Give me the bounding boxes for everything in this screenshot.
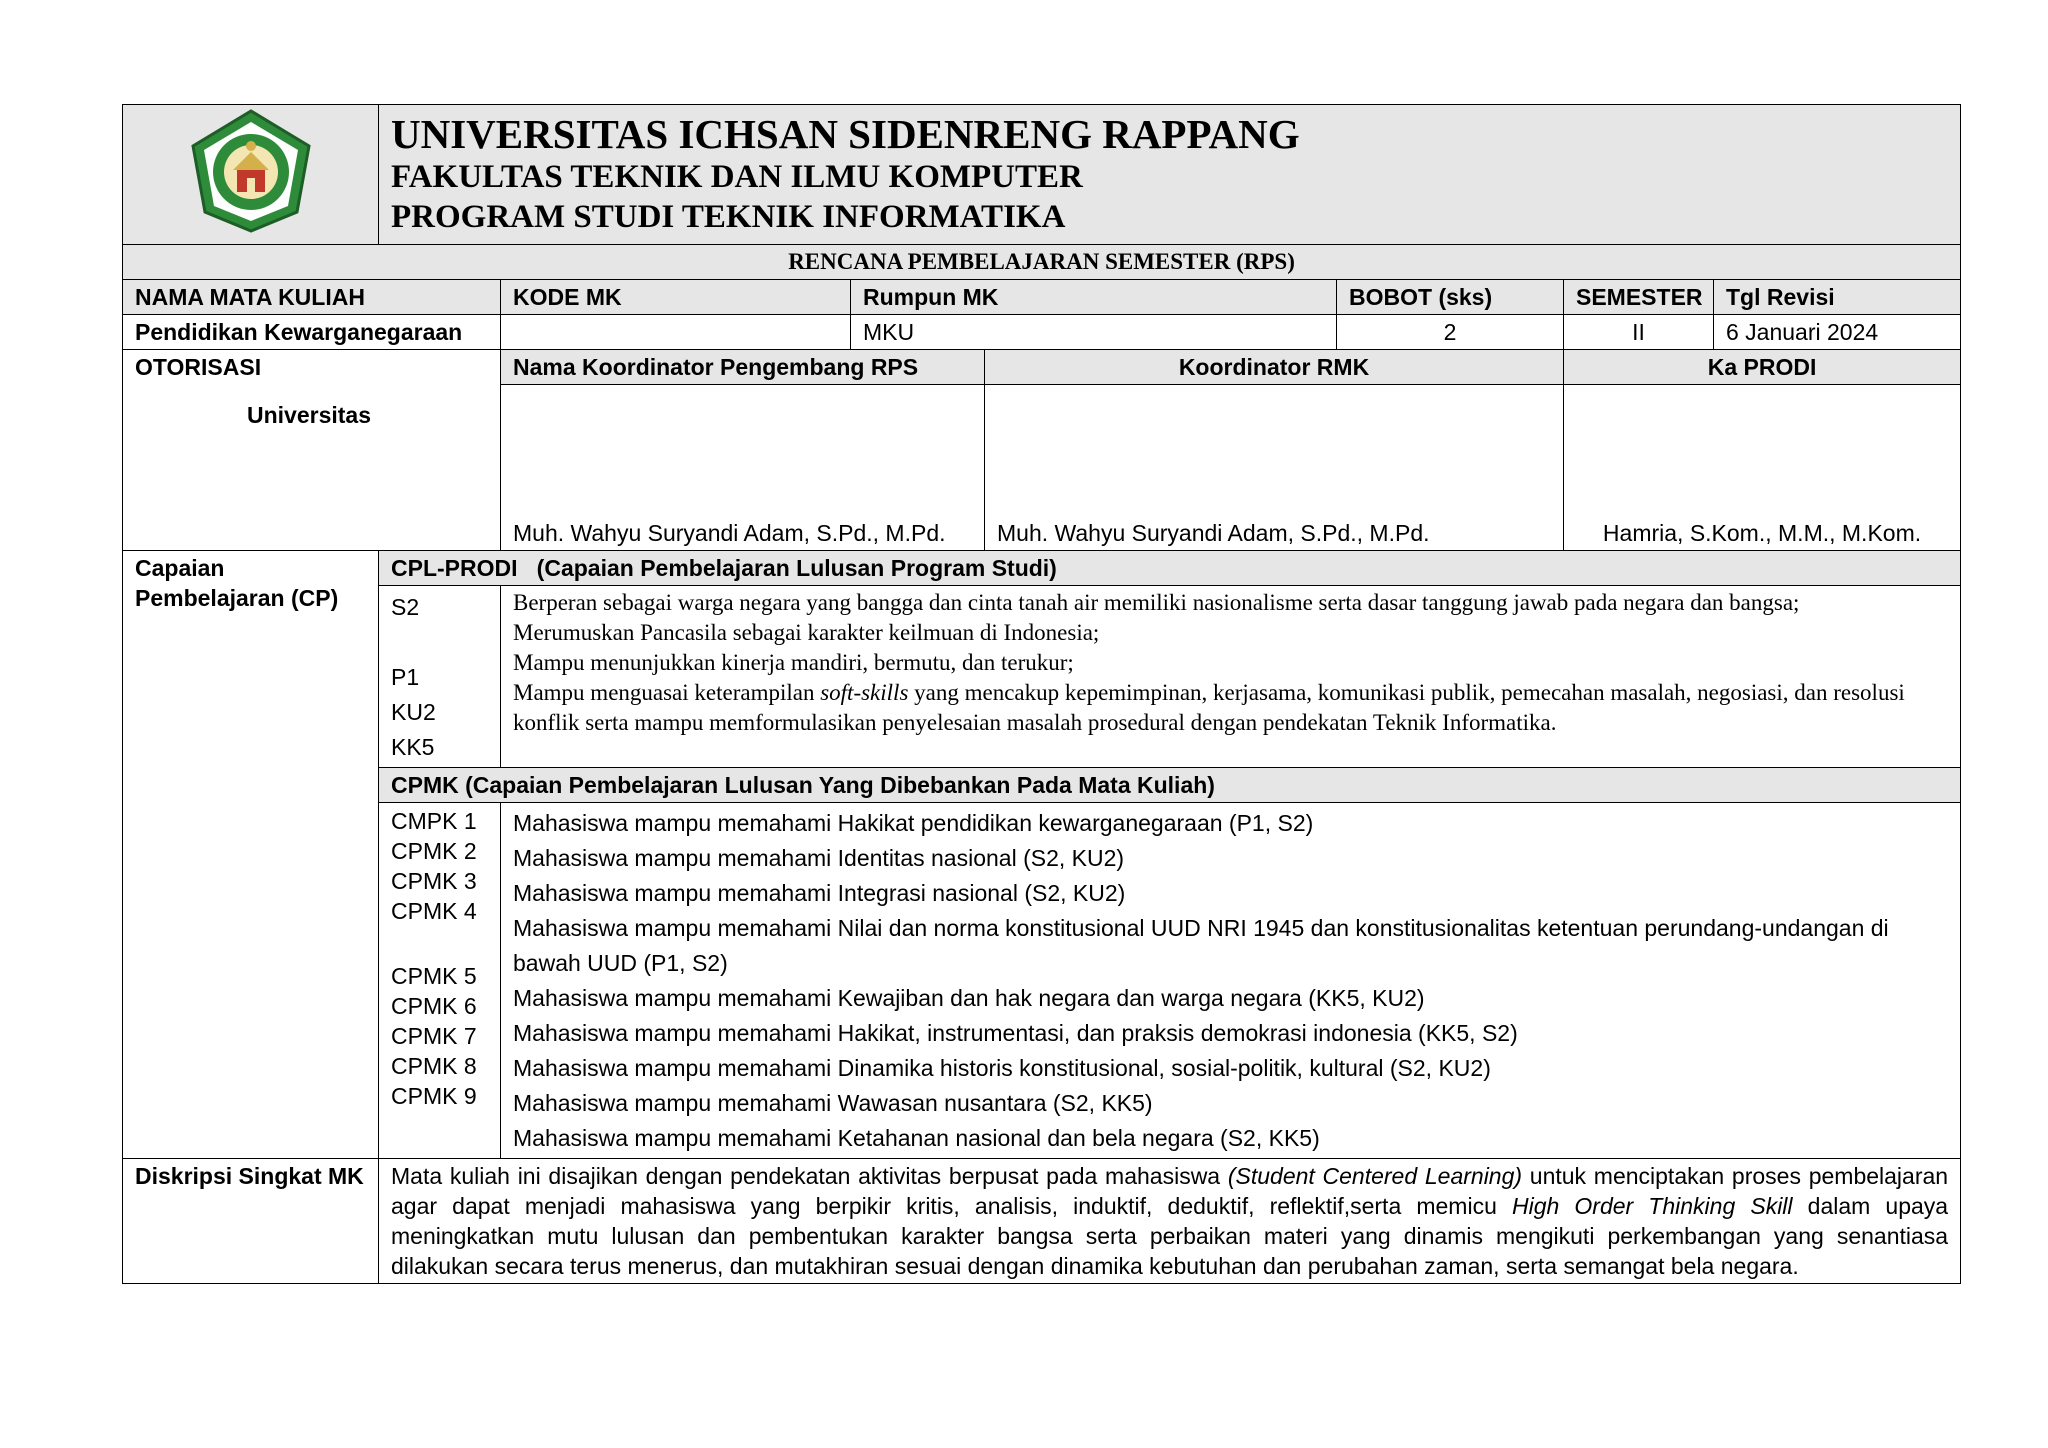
cpmk-code-8: CPMK 8 [391,1053,477,1079]
authorization-sub-label: Universitas [247,402,372,428]
rmk-signature-name: Muh. Wahyu Suryandi Adam, S.Pd., M.Pd. [985,385,1564,551]
course-cluster-value: MKU [851,315,1337,350]
university-title-cell [379,105,1961,245]
course-name-header: NAMA MATA KULIAH [123,280,501,315]
doc-title: RENCANA PEMBELAJARAN SEMESTER (RPS) [123,245,1961,280]
cpl-text-p1: Merumuskan Pancasila sebagai karakter keilmuan di Indonesia; [513,620,1100,645]
cpmk-code-5: CPMK 5 [391,963,477,989]
cpmk-text-1: Mahasiswa mampu memahami Hakikat pendidikan kewarganegaraan (P1, S2) [513,810,1314,836]
cpmk-header: CPMK (Capaian Pembelajaran Lulusan Yang Dibebankan Pada Mata Kuliah) [379,768,1961,803]
cpmk-text-cell [501,803,1961,1159]
course-semester-header: SEMESTER [1564,280,1714,315]
developer-column-header: Nama Koordinator Pengembang RPS [501,350,985,385]
cpmk-text-9: Mahasiswa mampu memahami Ketahanan nasional dan bela negara (S2, KK5) [513,1125,1320,1151]
course-code-header: KODE MK [501,280,851,315]
cp-label-line1: Capaian [135,555,225,581]
course-cluster-header: Rumpun MK [851,280,1337,315]
cpl-text-kk5-emphasis: soft-skills [820,680,909,705]
cpmk-code-9: CPMK 9 [391,1083,477,1109]
cpl-text-ku2: Mampu menunjukkan kinerja mandiri, bermutu, dan terukur; [513,650,1074,675]
course-name-value: Pendidikan Kewarganegaraan [123,315,501,350]
cpmk-code-6: CPMK 6 [391,993,477,1019]
program-name: PROGRAM STUDI TEKNIK INFORMATIKA [391,199,1066,235]
cpl-content-row [123,586,1961,768]
cpmk-text-5: Mahasiswa mampu memahami Kewajiban dan hak negara dan warga negara (KK5, KU2) [513,985,1425,1011]
authorization-label: OTORISASI [135,354,262,380]
cpl-code-kk5: KK5 [391,734,435,760]
description-text [379,1159,1961,1284]
description-part2: untuk menciptakan proses pembelajaran agar dapat menjadi mahasiswa yang berpikir kritis, analisis, induktif, deduktif, reflektif,serta memicu [391,1163,1949,1219]
developer-signature-name: Muh. Wahyu Suryandi Adam, S.Pd., M.Pd. [501,385,985,551]
cpmk-text-4: Mahasiswa mampu memahami Nilai dan norma konstitusional UUD NRI 1945 dan konstitusionalitas ketentuan perundang-undangan di bawah UUD (P1, S2) [513,915,1889,976]
cpl-text-s2: Berperan sebagai warga negara yang bangga dan cinta tanah air memiliki nasionalisme serta dasar tanggung jawab pada negara dan bangsa; [513,590,1800,615]
cpl-code-p1: P1 [391,664,420,690]
cpmk-text-3: Mahasiswa mampu memahami Integrasi nasional (S2, KU2) [513,880,1126,906]
cpmk-content-row [123,803,1961,1159]
cpmk-text-7: Mahasiswa mampu memahami Dinamika historis konstitusional, sosial-politik, kultural (S2, KU2) [513,1055,1491,1081]
rps-document-table [122,104,1961,1284]
university-name: UNIVERSITAS ICHSAN SIDENRENG RAPPANG [391,111,1300,157]
cpmk-text-8: Mahasiswa mampu memahami Wawasan nusantara (S2, KK5) [513,1090,1153,1116]
cpl-prodi-header: CPL-PRODI (Capaian Pembelajaran Lulusan Program Studi) [379,551,1961,586]
university-logo-icon [185,108,317,234]
kaprodi-signature-name: Hamria, S.Kom., M.M., M.Kom. [1564,385,1961,551]
cpl-text-kk5-b: yang mencakup kepemimpinan, kerjasama, komunikasi publik, pemecahan masalah, negosiasi, dan resolusi konflik serta mampu memformulasikan penyelesaian masalah prosedural dengan pendekatan Teknik Informatika. [513,680,1905,735]
cpmk-codes-cell [379,803,501,1159]
description-emphasis1: (Student Centered Learning) [1227,1163,1523,1189]
university-header-row [123,105,1961,245]
course-revision-header: Tgl Revisi [1714,280,1961,315]
course-semester-value: II [1564,315,1714,350]
cpmk-header-row [123,768,1961,803]
description-part1: Mata kuliah ini disajikan dengan pendekatan aktivitas berpusat pada mahasiswa [391,1163,1228,1189]
course-info-header-row [123,280,1961,315]
rmk-column-header: Koordinator RMK [985,350,1564,385]
authorization-header-row [123,350,1961,385]
cpmk-text-6: Mahasiswa mampu memahami Hakikat, instrumentasi, dan praksis demokrasi indonesia (KK5, S2) [513,1020,1518,1046]
course-info-value-row [123,315,1961,350]
cp-label-cell [123,551,379,1159]
cpmk-code-4: CPMK 4 [391,898,477,924]
course-code-value [501,315,851,350]
logo-cell [123,105,379,245]
course-credits-header: BOBOT (sks) [1337,280,1564,315]
cpl-text-cell [501,586,1961,768]
cpmk-code-7: CPMK 7 [391,1023,477,1049]
cp-label-line2: Pembelajaran (CP) [135,585,339,611]
description-label: Diskripsi Singkat MK [123,1159,379,1284]
course-revision-value: 6 Januari 2024 [1714,315,1961,350]
faculty-name: FAKULTAS TEKNIK DAN ILMU KOMPUTER [391,159,1083,195]
course-credits-value: 2 [1337,315,1564,350]
cpmk-code-3: CPMK 3 [391,868,477,894]
description-row [123,1159,1961,1284]
cpl-codes-cell [379,586,501,768]
cpmk-text-2: Mahasiswa mampu memahami Identitas nasional (S2, KU2) [513,845,1125,871]
description-emphasis2: High Order Thinking Skill [1511,1193,1793,1219]
cpmk-code-1: CMPK 1 [391,808,477,834]
cpl-text-kk5 [513,678,1948,738]
cpl-code-s2: S2 [391,594,420,620]
cpl-header-row [123,551,1961,586]
kaprodi-column-header: Ka PRODI [1564,350,1961,385]
cpmk-code-2: CPMK 2 [391,838,477,864]
cpl-text-kk5-a: Mampu menguasai keterampilan [513,680,821,705]
cpl-code-ku2: KU2 [391,699,436,725]
authorization-label-cell [123,350,501,551]
doc-title-row [123,245,1961,280]
description-part3: dalam upaya meningkatkan mutu lulusan dan pembentukan karakter bangsa serta perbaikan materi yang dinamis mengikuti perkembangan yang senantiasa dilakukan secara terus menerus, dan mutakhiran sesuai dengan dinamika kebutuhan dan perubahan zaman, serta semangat bela negara. [391,1193,1949,1279]
